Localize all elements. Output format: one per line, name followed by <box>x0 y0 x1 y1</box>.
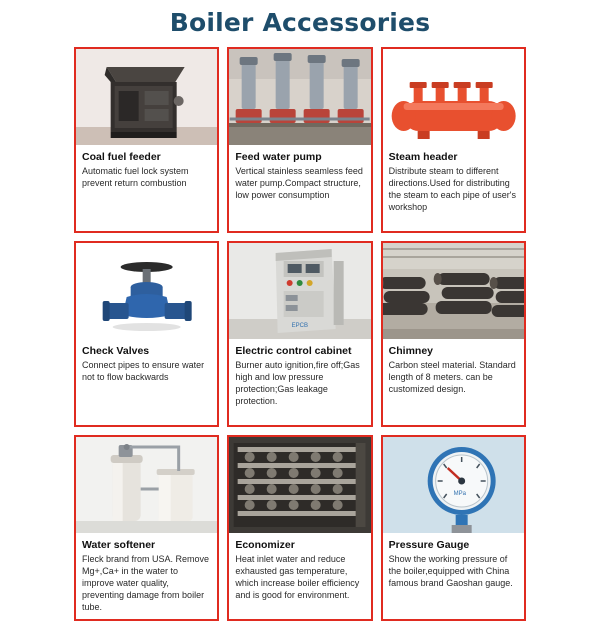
card-title: Economizer <box>235 539 295 551</box>
card-economizer[interactable] <box>227 435 372 621</box>
card-description: Fleck brand from USA. Remove Mg+,Ca+ in the water to improve water quality, preventing damage from boiler tube. <box>82 554 210 612</box>
card-description: Distribute steam to different directions.Used for distributing the steam to each pipe of user's workshop <box>388 166 516 212</box>
card-description: Vertical stainless seamless feed water pump.Compact structure, low power consumption <box>235 166 363 200</box>
coal-fuel-feeder-photo <box>76 49 217 145</box>
card-description: Heat inlet water and reduce exhausted gas temperature, which increase boiler efficiency and is good for environment. <box>235 554 360 600</box>
chimney-photo <box>383 243 524 339</box>
steam-header-photo <box>383 49 524 145</box>
svg-text:EPCB: EPCB <box>291 323 309 329</box>
card-description: Carbon steel material. Standard length of 8 meters. can be customized design. <box>388 360 516 394</box>
electric-control-cabinet-photo <box>229 243 370 339</box>
svg-text:MPa: MPa <box>453 491 466 497</box>
card-title: Steam header <box>388 151 458 163</box>
card-chimney[interactable] <box>381 241 526 427</box>
check-valve-photo <box>76 243 217 339</box>
card-title: Water softener <box>82 539 156 551</box>
card-body <box>383 339 524 425</box>
accessories-grid <box>6 47 594 621</box>
water-softener-photo <box>76 437 217 533</box>
card-body <box>76 145 217 231</box>
card-title: Electric control cabinet <box>235 345 352 357</box>
card-title: Chimney <box>388 345 433 357</box>
card-body <box>76 339 217 425</box>
card-title: Coal fuel feeder <box>82 151 161 163</box>
card-body <box>229 145 370 231</box>
card-electric-control-cabinet[interactable] <box>227 241 372 427</box>
card-title: Pressure Gauge <box>388 539 470 551</box>
card-coal-fuel-feeder[interactable] <box>74 47 219 233</box>
card-water-softener[interactable] <box>74 435 219 621</box>
card-title: Feed water pump <box>235 151 322 163</box>
card-description: Connect pipes to ensure water not to flow backwards <box>82 360 205 382</box>
economizer-photo <box>229 437 370 533</box>
card-feed-water-pump[interactable] <box>227 47 372 233</box>
card-body <box>229 339 370 425</box>
card-description: Burner auto ignition,fire off;Gas high and low pressure protection;Gas leakage protection. <box>235 360 360 406</box>
card-steam-header[interactable] <box>381 47 526 233</box>
card-body <box>229 533 370 619</box>
card-title: Check Valves <box>82 345 150 357</box>
pressure-gauge-photo <box>383 437 524 533</box>
boiler-accessories-page <box>0 8 600 612</box>
card-description: Show the working pressure of the boiler,equipped with China famous brand Gaoshan gauge. <box>388 554 513 588</box>
page-title: Boiler Accessories <box>169 8 431 37</box>
feed-water-pump-photo <box>229 49 370 145</box>
card-body <box>383 145 524 231</box>
card-pressure-gauge[interactable] <box>381 435 526 621</box>
card-check-valves[interactable] <box>74 241 219 427</box>
card-description: Automatic fuel lock system prevent return combustion <box>82 166 189 188</box>
card-body <box>76 533 217 619</box>
card-body <box>383 533 524 619</box>
